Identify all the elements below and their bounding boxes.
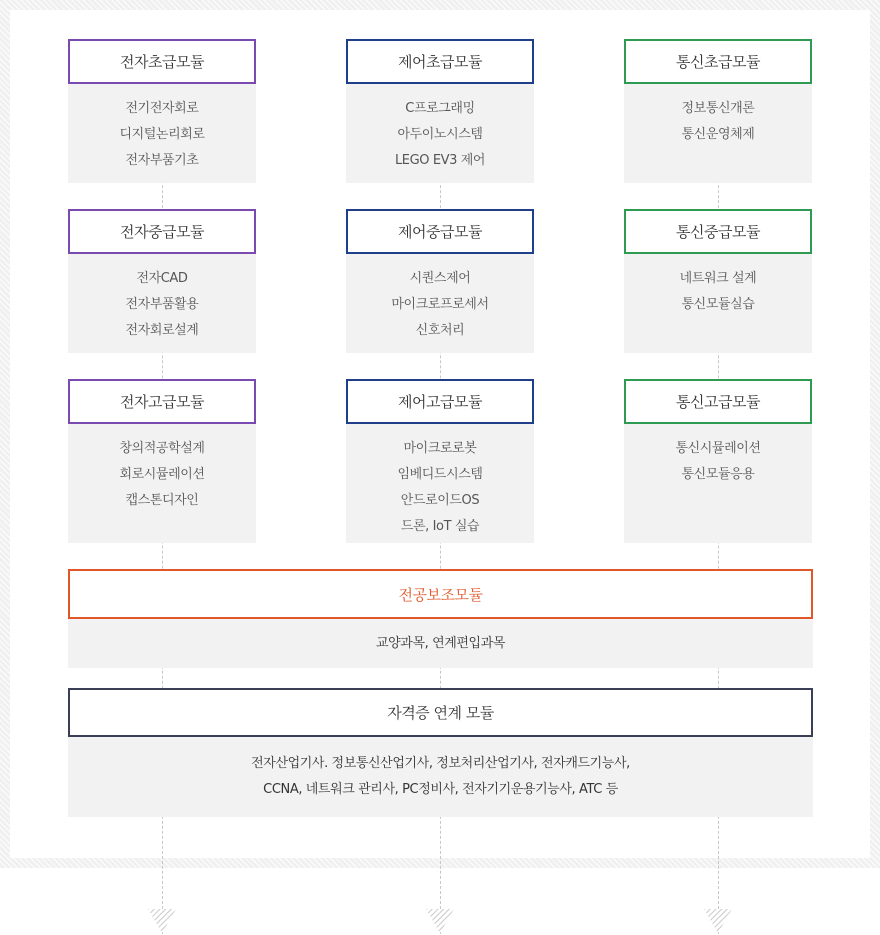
module-header-electronics-1 xyxy=(68,39,256,84)
module-item: 네트워크 설계 xyxy=(679,271,757,286)
module-title: 제어고급모듈 xyxy=(398,393,482,411)
module-item: 회로시뮬레이션 xyxy=(119,467,205,482)
module-item: 전자부품활용 xyxy=(125,297,199,312)
module-item: 드론, IoT 실습 xyxy=(400,519,480,534)
module-item: 통신모듈응용 xyxy=(681,467,755,482)
module-item: 통신운영체제 xyxy=(681,127,755,142)
module-title: 통신고급모듈 xyxy=(676,393,760,411)
module-header-electronics-2 xyxy=(68,209,256,254)
module-body-electronics-2 xyxy=(68,254,256,353)
module-item: 정보통신개론 xyxy=(681,101,755,116)
module-item: 캡스톤디자인 xyxy=(125,493,199,508)
support-module-header xyxy=(68,569,813,619)
support-module-content: 교양과목, 연계편입과목 xyxy=(375,635,506,651)
module-body-control-2 xyxy=(346,254,534,353)
module-header-control-1 xyxy=(346,39,534,84)
module-item: LEGO EV3 제어 xyxy=(394,153,486,168)
module-title: 전자초급모듈 xyxy=(120,53,204,71)
module-item: 전자부품기초 xyxy=(125,153,199,168)
module-header-control-3 xyxy=(346,379,534,424)
module-title: 통신초급모듈 xyxy=(676,53,760,71)
certificate-module-body xyxy=(68,737,813,817)
support-module-body xyxy=(68,619,813,668)
module-title: 통신중급모듈 xyxy=(676,223,760,241)
module-item: 통신모듈실습 xyxy=(681,297,755,312)
module-item: 아두이노시스템 xyxy=(397,127,483,142)
module-title: 전자고급모듈 xyxy=(120,393,204,411)
module-body-electronics-1 xyxy=(68,84,256,183)
certificate-module-title: 자격증 연계 모듈 xyxy=(387,704,494,722)
module-header-communication-1 xyxy=(624,39,812,84)
module-item: 안드로이드OS xyxy=(400,493,480,508)
module-body-control-1 xyxy=(346,84,534,183)
certificate-module-header xyxy=(68,688,813,737)
module-item: 통신시뮬레이션 xyxy=(675,441,761,456)
arrow-down-icon xyxy=(704,909,732,933)
module-item: 마이크로로봇 xyxy=(403,441,477,456)
module-header-electronics-3 xyxy=(68,379,256,424)
module-body-communication-3 xyxy=(624,424,812,543)
module-header-communication-3 xyxy=(624,379,812,424)
module-item: 전자CAD xyxy=(136,271,188,286)
module-body-communication-1 xyxy=(624,84,812,183)
module-item: 마이크로프로세서 xyxy=(391,297,489,312)
arrow-down-icon xyxy=(148,909,176,933)
certificate-line: CCNA, 네트워크 관리사, PC정비사, 전자기기운용기능사, ATC 등 xyxy=(263,782,618,797)
arrow-down-icon xyxy=(426,909,454,933)
module-item: 전자회로설계 xyxy=(125,323,199,338)
module-item: 시퀀스제어 xyxy=(409,271,471,286)
support-module-title: 전공보조모듈 xyxy=(398,585,483,604)
module-title: 제어초급모듈 xyxy=(398,53,482,71)
module-item: 신호처리 xyxy=(415,323,465,338)
module-title: 전자중급모듈 xyxy=(120,223,204,241)
module-item: 전기전자회로 xyxy=(125,101,199,116)
module-body-communication-2 xyxy=(624,254,812,353)
module-body-control-3 xyxy=(346,424,534,543)
module-title: 제어중급모듈 xyxy=(398,223,482,241)
module-header-communication-2 xyxy=(624,209,812,254)
module-item: C프로그래밍 xyxy=(405,101,475,116)
module-header-control-2 xyxy=(346,209,534,254)
module-item: 창의적공학설계 xyxy=(119,441,205,456)
module-item: 디지털논리회로 xyxy=(119,127,205,142)
certificate-line: 전자산업기사. 정보통신산업기사, 정보처리산업기사, 전자캐드기능사, xyxy=(251,756,630,771)
module-item: 임베디드시스템 xyxy=(397,467,483,482)
module-body-electronics-3 xyxy=(68,424,256,543)
